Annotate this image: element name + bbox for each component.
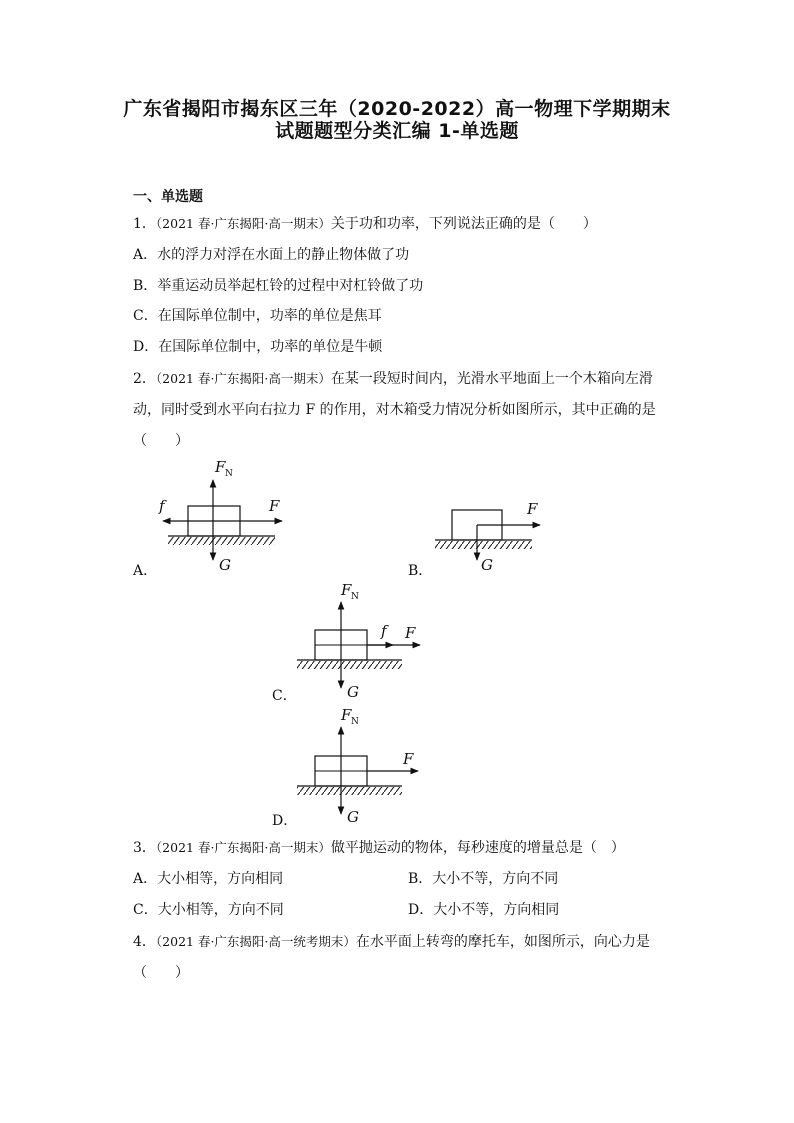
question-4-stem-line-1 — [133, 931, 650, 951]
question-3-option-d: D．大小不等，方向相同 — [408, 902, 560, 918]
question-3-option-c: C．大小相等，方向不同 — [133, 902, 284, 918]
question-2-option-b-label: B． — [408, 563, 433, 579]
question-2-text-1: 在某一段短时间内，光滑水平地面上一个木箱向左滑 — [330, 371, 653, 387]
diagram-c — [297, 581, 420, 701]
question-1-text: 关于功和功率，下列说法正确的是（ ） — [330, 216, 597, 232]
diagram-c-label-fn: F — [341, 581, 352, 599]
diagram-a-label-g: G — [219, 556, 231, 574]
question-1-option-b: B．举重运动员举起杠铃的过程中对杠铃做了功 — [133, 278, 424, 294]
question-1-option-c: C．在国际单位制中，功率的单位是焦耳 — [133, 308, 382, 324]
diagram-d-label-fn-sub: N — [351, 717, 359, 727]
diagram-c-label-g: G — [347, 683, 359, 701]
diagram-a-label-f-pull: F — [269, 497, 280, 515]
diagram-a-label-f-friction: f — [159, 497, 165, 515]
question-4-stem-line-2: （ ） — [133, 965, 189, 981]
diagram-d-label-fn: F — [341, 706, 352, 724]
question-4-source: （2021 春·广东揭阳·高一统考期末） — [155, 934, 356, 949]
question-1-option-d: D．在国际单位制中，功率的单位是牛顿 — [133, 339, 383, 355]
diagram-a — [158, 458, 282, 574]
diagram-a-label-fn: F — [215, 458, 226, 476]
question-2-option-c-label: C． — [272, 688, 297, 704]
question-2-option-d-label: D． — [272, 813, 298, 829]
diagram-c-label-f-pull: F — [405, 624, 416, 642]
diagram-d-label-f-pull: F — [403, 750, 414, 768]
question-1-number: 1． — [133, 216, 156, 232]
section-heading: 一、单选题 — [133, 189, 203, 205]
question-3-stem — [133, 837, 625, 857]
question-3-number: 3． — [133, 840, 156, 856]
paper-title-line-2: 试题题型分类汇编 1-单选题 — [275, 120, 519, 142]
question-2-stem-line-2: 动，同时受到水平向右拉力 F 的作用，对木箱受力情况分析如图所示，其中正确的是 — [133, 402, 656, 418]
question-4-number: 4． — [133, 934, 156, 950]
diagram-c-label-fn-sub: N — [351, 592, 359, 602]
diagram-d — [297, 706, 418, 826]
diagram-c-label-f-friction: f — [381, 622, 387, 640]
question-3-text: 做平抛运动的物体，每秒速度的增量总是（ ） — [330, 840, 625, 856]
question-3-source: （2021 春·广东揭阳·高一期末） — [155, 840, 331, 855]
question-4-text-1: 在水平面上转弯的摩托车，如图所示，向心力是 — [355, 934, 650, 950]
question-3-option-b: B．大小不等，方向不同 — [408, 871, 559, 887]
diagram-b-label-f-pull: F — [527, 500, 538, 518]
question-2-stem-line-3: （ ） — [133, 433, 189, 449]
diagram-b — [435, 500, 540, 574]
question-2-number: 2． — [133, 371, 156, 387]
diagram-d-label-g: G — [347, 808, 359, 826]
question-1-option-a: A．水的浮力对浮在水面上的静止物体做了功 — [133, 247, 410, 263]
question-3-option-a: A．大小相等，方向相同 — [133, 871, 284, 887]
question-2-source: （2021 春·广东揭阳·高一期末） — [155, 371, 331, 386]
diagram-b-label-g: G — [481, 556, 493, 574]
question-1-source: （2021 春·广东揭阳·高一期末） — [155, 216, 331, 231]
diagram-a-label-fn-sub: N — [225, 469, 233, 479]
paper-title-line-1: 广东省揭阳市揭东区三年（2020-2022）高一物理下学期期末 — [123, 98, 671, 120]
question-2-option-a-label: A． — [133, 563, 158, 579]
